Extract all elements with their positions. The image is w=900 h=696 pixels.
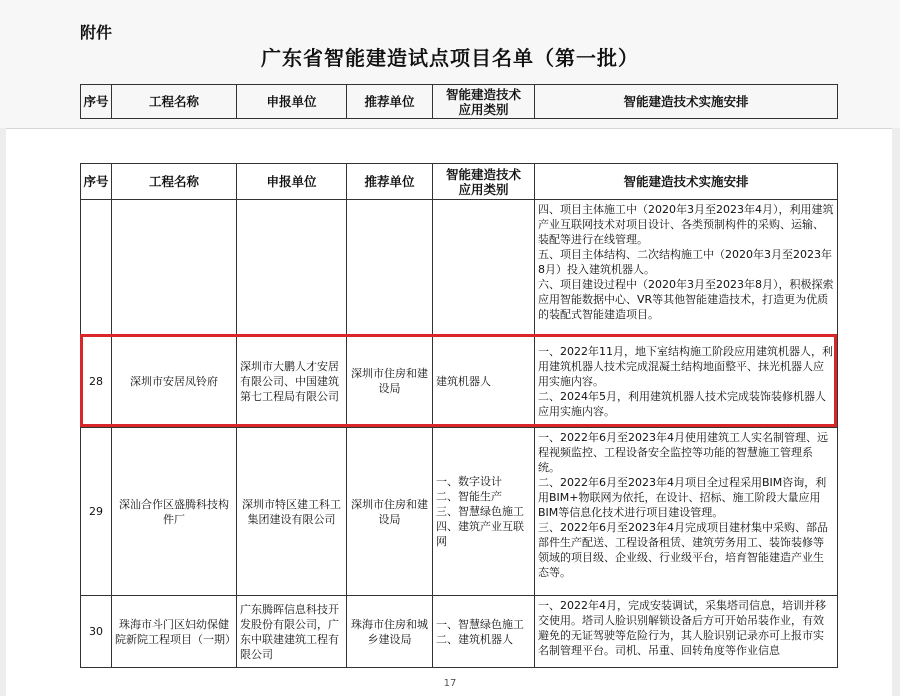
header-category: 智能建造技术应用类别 [433,164,535,200]
header-applicant: 申报单位 [237,85,347,119]
previous-page-sheet [0,0,900,128]
header-project: 工程名称 [112,164,237,200]
row-recommender: 深圳市住房和建设局 [347,428,433,596]
table-row [81,428,838,596]
document-title: 广东省智能建造试点项目名单（第一批） [261,46,639,70]
row-project: 深汕合作区盛腾科技构件厂 [112,428,237,596]
plan-item: 一、2022年4月，完成安装调试，采集塔司信息，培训并移交使用。塔司人脸识别解锁设备后方可开始吊装作业，有效避免的无证驾驶等危险行为，其人脸识别记录亦可上报市实名制管理平台。司机、吊重、回转角度等作业信息 [538,599,826,657]
plan-item: 二、2024年5月，利用建筑机器人技术完成装饰装修机器人应用实施内容。 [538,390,826,418]
header-recommender: 推荐单位 [347,85,433,119]
plan-item: 一、2022年11月，地下室结构施工阶段应用建筑机器人，利用建筑机器人技术完成混凝土结构地面整平、抹光机器人应用实施内容。 [538,345,833,388]
project-table [80,163,838,668]
row-category: 一、数字设计 二、智能生产 三、智慧绿色施工 四、建筑产业互联网 [433,428,535,596]
plan-item: 六、项目建设过程中（2020年3月至2023年8月），积极探索应用智能数据中心、VR等其他智能建造技术，打造更为优质的装配式智能建造项目。 [538,278,834,321]
row-category: 建筑机器人 [433,335,535,428]
plan-item: 一、2022年6月至2023年4月使用建筑工人实名制管理、远程视频监控、工程设备安全监控等功能的智慧施工管理系统。 [538,431,828,474]
header-plan: 智能建造技术实施安排 [535,164,838,200]
table-row-continuation [81,200,838,335]
header-recommender: 推荐单位 [347,164,433,200]
plan-item: 二、2022年6月至2023年4月项目全过程采用BIM咨询，利用BIM+物联网为依托，在设计、招标、施工阶段大量应用BIM等信息化技术进行项目建设管理。 [538,476,827,519]
row-applicant: 深圳市特区建工科工集团建设有限公司 [237,428,347,596]
row-seq: 30 [81,596,112,668]
header-project: 工程名称 [112,85,237,119]
table-row [81,596,838,668]
row-seq: 29 [81,428,112,596]
row-plan [535,596,838,668]
row-plan [535,335,838,428]
header-category: 智能建造技术应用类别 [433,85,535,119]
attachment-label: 附件 [80,23,113,42]
plan-item: 五、项目主体结构、二次结构施工中（2020年3月至2023年8月）投入建筑机器人。 [538,248,832,276]
row-recommender: 珠海市住房和城乡建设局 [347,596,433,668]
row-project: 珠海市斗门区妇幼保健院新院工程项目（一期） [112,596,237,668]
row-seq: 28 [81,335,112,428]
header-seq: 序号 [81,164,112,200]
row-category: 一、智慧绿色施工 二、建筑机器人 [433,596,535,668]
table-row [81,335,838,428]
continuation-plan [535,200,838,335]
header-plan: 智能建造技术实施安排 [535,85,838,119]
header-seq: 序号 [81,85,112,119]
row-applicant: 深圳市大鹏人才安居有限公司、中国建筑第七工程局有限公司 [237,335,347,428]
row-plan [535,428,838,596]
plan-item: 四、项目主体施工中（2020年3月至2023年4月），利用建筑产业互联网技术对项目设计、各类预制构件的采购、运输、装配等进行在线管理。 [538,203,834,246]
page-number: 17 [443,678,457,689]
table-header-row [81,164,838,200]
row-applicant: 广东腾晖信息科技开发股份有限公司，广东中联建建筑工程有限公司 [237,596,347,668]
row-project: 深圳市安居凤铃府 [112,335,237,428]
row-recommender: 深圳市住房和建设局 [347,335,433,428]
plan-item: 三、2022年6月至2023年4月完成项目建材集中采购、部品部件生产配送、工程设备租赁、建筑劳务用工、装饰装修等领域的项目级、企业级、行业级平台，培育智能建造产业生态等。 [538,521,828,579]
title-header-table [80,84,838,119]
header-applicant: 申报单位 [237,164,347,200]
